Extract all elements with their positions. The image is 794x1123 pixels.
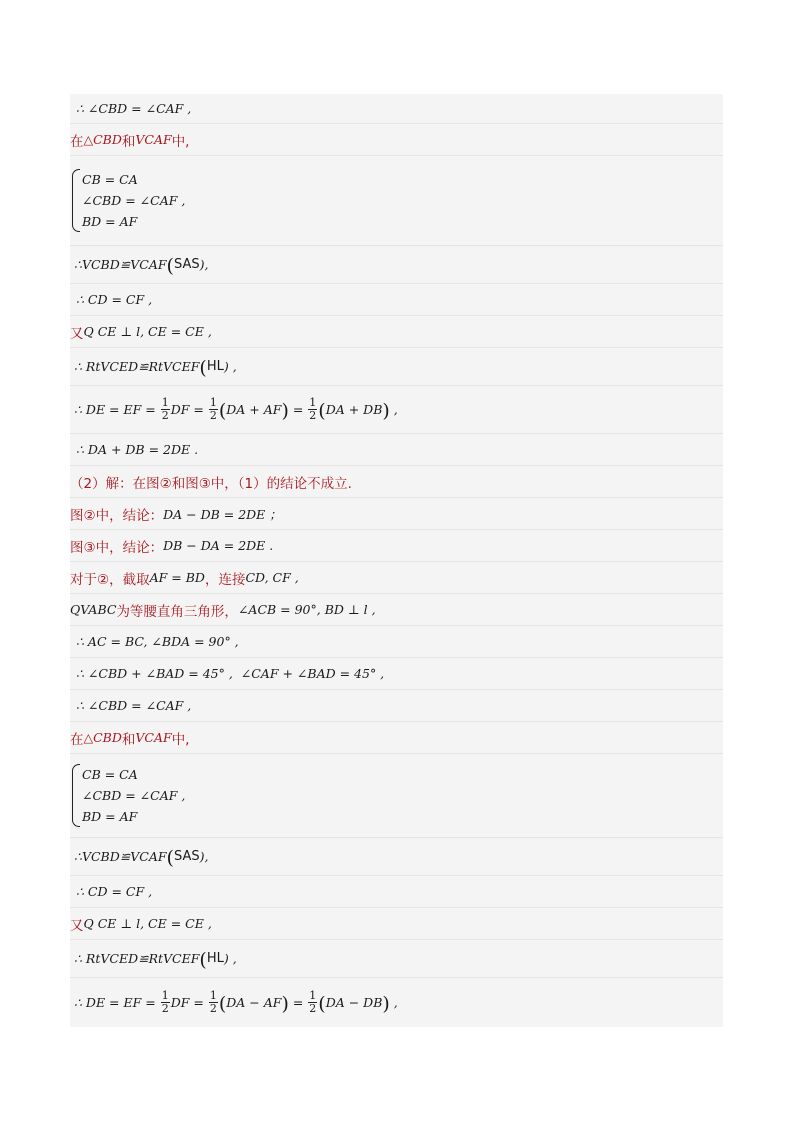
math-text: ∴ ∠CBD = ∠CAF ,	[76, 101, 192, 116]
math-text: VCAF	[135, 132, 172, 147]
math-text: DA + AF	[226, 402, 282, 417]
line-rt-hl-2: ∴ RtVCED≌RtVCEF ( HL ) ,	[70, 940, 723, 978]
cn-text: 中,	[171, 133, 190, 150]
math-text: VCAF	[135, 730, 172, 745]
math-text: ∴ CD = CF ,	[76, 292, 153, 307]
math-text: DA − AF	[226, 995, 282, 1010]
math-text: CD, CF ,	[245, 570, 299, 585]
line-cd-cf-2	[70, 876, 723, 908]
brace-line: ∠CBD = ∠CAF ,	[82, 193, 186, 208]
math-text: △CBD	[83, 730, 122, 745]
brace-system-2	[70, 754, 723, 838]
brace-symbol	[72, 169, 80, 232]
cn-text: 对于②，截取	[70, 571, 150, 588]
fraction: $\frac{1}{2}$	[161, 396, 169, 422]
math-text: ∴ DE = EF =	[74, 995, 160, 1010]
math-text: DF =	[170, 402, 208, 417]
math-text: Q CE ⊥ l, CE = CE ,	[83, 916, 212, 931]
math-text: ,	[389, 402, 398, 417]
math-text: ∴ AC = BC, ∠BDA = 90° ,	[76, 634, 239, 649]
brace-line: BD = AF	[82, 214, 138, 229]
brace-line: CB = CA	[82, 767, 138, 782]
hl-label: HL	[206, 951, 224, 966]
math-text: ∴ RtVCED≌RtVCEF	[74, 951, 200, 966]
math-text: △CBD	[83, 132, 122, 147]
math-text: DF =	[170, 995, 208, 1010]
math-text: ,	[389, 995, 398, 1010]
math-text: ),	[199, 849, 209, 864]
math-text: ),	[199, 257, 209, 272]
math-text: ∴ CD = CF ,	[76, 884, 153, 899]
brace-line: ∠CBD = ∠CAF ,	[82, 788, 186, 803]
math-text: ∴VCBD≌VCAF	[74, 849, 167, 864]
line-isosceles	[70, 594, 723, 626]
math-text: ∴ RtVCED≌RtVCEF	[74, 359, 200, 374]
cn-text: 在	[70, 731, 84, 748]
hl-label: HL	[206, 359, 224, 374]
fraction: $\frac{1}{2}$	[309, 396, 317, 422]
part2-text: （2）解：在图②和图③中，（1）的结论不成立.	[70, 475, 352, 492]
cn-text: 中,	[171, 731, 190, 748]
math-text: ∴ DE = EF =	[74, 402, 160, 417]
math-text: =	[288, 995, 308, 1010]
math-text: ∴ ∠CBD = ∠CAF ,	[76, 698, 192, 713]
line-fig2-conclusion	[70, 498, 723, 530]
fraction: $\frac{1}{2}$	[209, 396, 217, 422]
cn-text: 为等腰直角三角形，	[116, 603, 238, 620]
line-perp-1	[70, 316, 723, 348]
line-congruent-sas-2: ∴VCBD≌VCAF ( SAS ),	[70, 838, 723, 876]
math-text: AF = BD	[149, 570, 205, 585]
brace-system-1	[70, 156, 723, 246]
cn-text: 图③中，结论：	[70, 539, 164, 556]
math-text: DB − DA = 2DE .	[163, 538, 274, 553]
solution-content	[70, 94, 723, 1027]
line-ac-bc	[70, 626, 723, 658]
cn-text: 和	[121, 731, 136, 748]
line-fig3-conclusion	[70, 530, 723, 562]
brace-block	[70, 169, 185, 232]
brace-symbol	[72, 764, 80, 827]
math-text: DA + DB	[325, 402, 383, 417]
sas-label: SAS	[173, 257, 200, 272]
line-in-triangles-2	[70, 722, 723, 754]
line-part2-heading	[70, 466, 723, 498]
brace-block	[70, 764, 185, 827]
line-rt-hl-1: ∴ RtVCED≌RtVCEF ( HL ) ,	[70, 348, 723, 386]
math-text: Q CE ⊥ l, CE = CE ,	[83, 324, 212, 339]
cn-text: 和	[121, 133, 136, 150]
line-de-fraction-2: ∴ DE = EF = $\frac{1}{2}$ DF = $\frac{1}{2}$ ( DA − AF ) = $\frac{1}{2}$ ( DA − DB ) ,	[74, 989, 398, 1015]
fraction: $\frac{1}{2}$	[309, 989, 317, 1015]
line-angle-sum	[70, 658, 723, 690]
brace-line: BD = AF	[82, 809, 138, 824]
math-text: ∴VCBD≌VCAF	[74, 257, 167, 272]
cn-text: 又	[70, 917, 84, 934]
line-de-fraction-1: ∴ DE = EF = $\frac{1}{2}$ DF = $\frac{1}{2}$ ( DA + AF ) = $\frac{1}{2}$ ( DA + DB ) ,	[70, 386, 723, 434]
line-congruent-sas-1: ∴VCBD≌VCAF ( SAS ),	[70, 246, 723, 284]
fraction: $\frac{1}{2}$	[209, 989, 217, 1015]
math-text: ) ,	[223, 359, 237, 374]
line-angle-eq-2	[70, 690, 723, 722]
math-text: QVABC	[70, 602, 117, 617]
cn-text: 在	[70, 133, 84, 150]
line-in-triangles-1	[70, 124, 723, 156]
cn-text: ，连接	[204, 571, 246, 588]
math-text: =	[288, 402, 308, 417]
math-text: DA − DB	[325, 995, 383, 1010]
math-text: ∠ACB = 90°, BD ⊥ l ,	[237, 602, 376, 617]
line-cd-cf-1	[70, 284, 723, 316]
cn-text: 又	[70, 325, 84, 342]
line-construct	[70, 562, 723, 594]
math-text: DA − DB = 2DE ；	[163, 506, 282, 522]
cn-text: 图②中，结论：	[70, 507, 164, 524]
fraction: $\frac{1}{2}$	[161, 989, 169, 1015]
line-sum-result	[70, 434, 723, 466]
line-angle-eq-1	[70, 94, 723, 124]
math-text: ∴ ∠CBD + ∠BAD = 45° , ∠CAF + ∠BAD = 45° ,	[76, 666, 385, 681]
math-text: ) ,	[223, 951, 237, 966]
line-perp-2	[70, 908, 723, 940]
math-text: ∴ DA + DB = 2DE .	[76, 442, 199, 457]
sas-label: SAS	[173, 849, 200, 864]
brace-line: CB = CA	[82, 172, 138, 187]
